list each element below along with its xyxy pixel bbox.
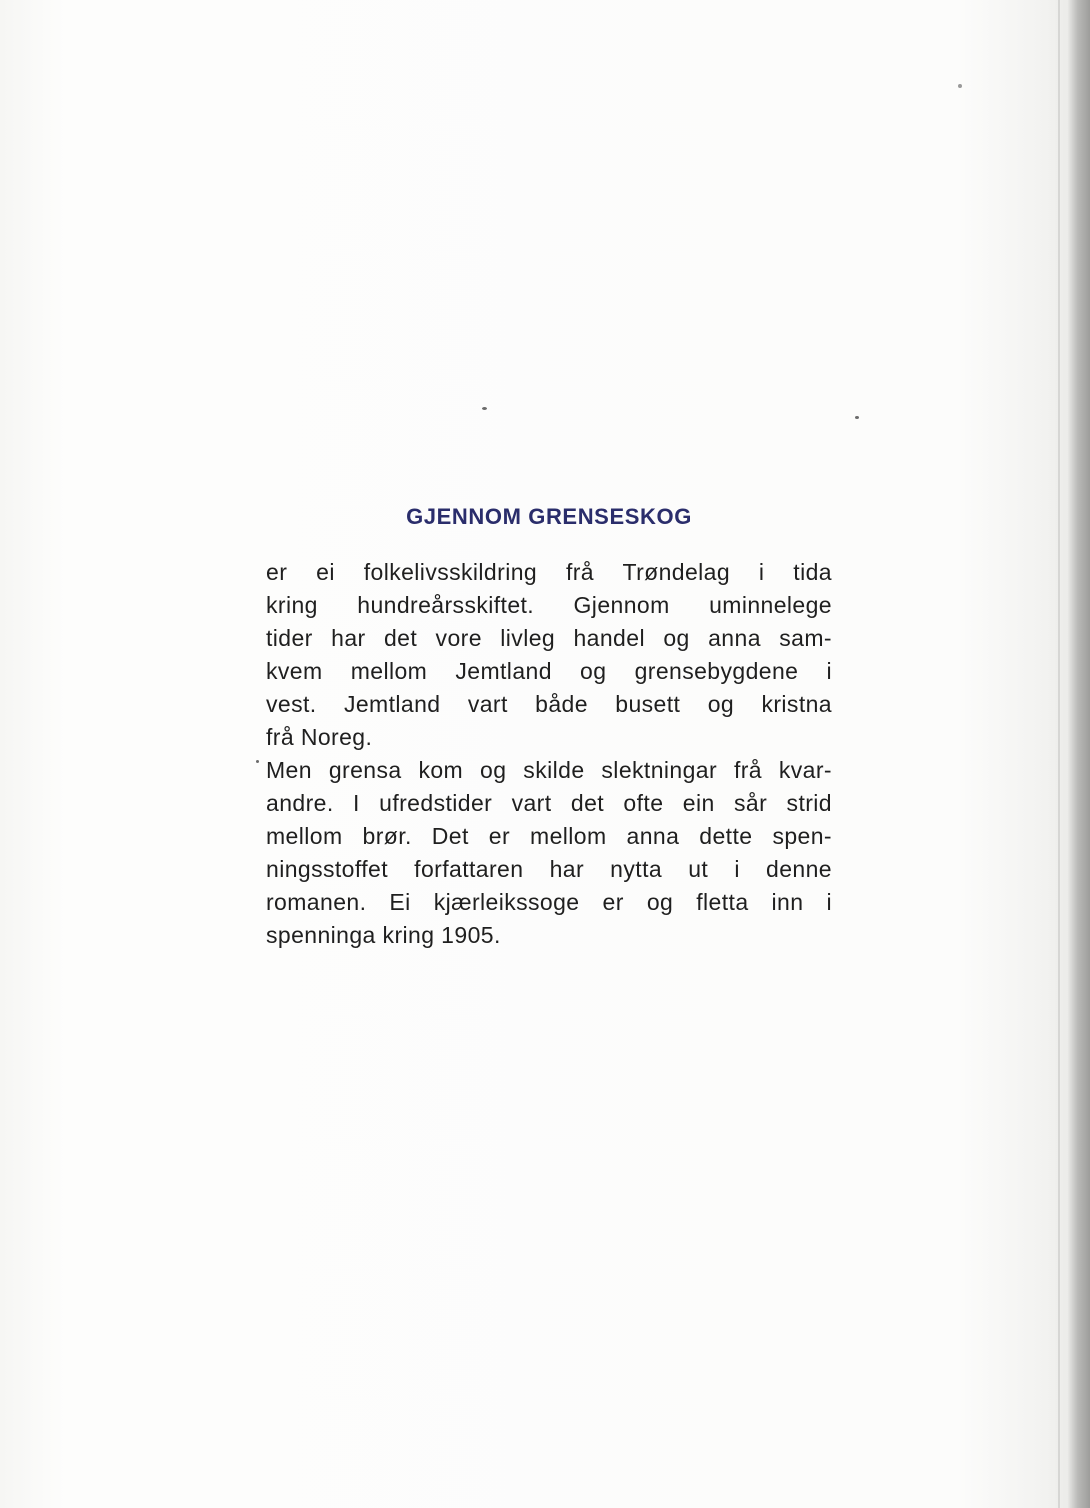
- text-line: kvem mellom Jemtland og grensebygdene i: [266, 658, 832, 684]
- text-line: mellom brør. Det er mellom anna dette spen-: [266, 823, 832, 849]
- book-title: GJENNOM GRENSESKOG: [406, 504, 692, 529]
- paper-speck: [958, 84, 962, 88]
- text-line: kring hundreårsskiftet. Gjennom uminnelege: [266, 592, 832, 618]
- text-line: ningsstoffet forfattaren har nytta ut i denne: [266, 856, 832, 882]
- blurb-paragraph-1: [266, 556, 832, 754]
- text-line: Men grensa kom og skilde slektningar frå kvar-: [266, 757, 832, 783]
- text-line: spenninga kring 1905.: [266, 922, 501, 948]
- text-line: tider har det vore livleg handel og anna sam-: [266, 625, 832, 651]
- text-line: er ei folkelivsskildring frå Trøndelag i tida: [266, 559, 832, 585]
- text-line: andre. I ufredstider vart det ofte ein sår strid: [266, 790, 832, 816]
- blurb-paragraph-2: [266, 754, 832, 952]
- text-line: frå Noreg.: [266, 724, 373, 750]
- blurb-text: [266, 556, 832, 952]
- cover-edge-line: [1058, 0, 1060, 1508]
- text-line: vest. Jemtland vart både busett og kristna: [266, 691, 832, 717]
- paper-speck: [855, 416, 859, 419]
- text-line: romanen. Ei kjærleikssoge er og fletta inn i: [266, 889, 832, 915]
- paper-speck: [482, 407, 487, 410]
- paper-speck: [256, 760, 259, 763]
- cover-spine-edge: [1068, 0, 1090, 1508]
- back-cover-blurb: [266, 500, 832, 952]
